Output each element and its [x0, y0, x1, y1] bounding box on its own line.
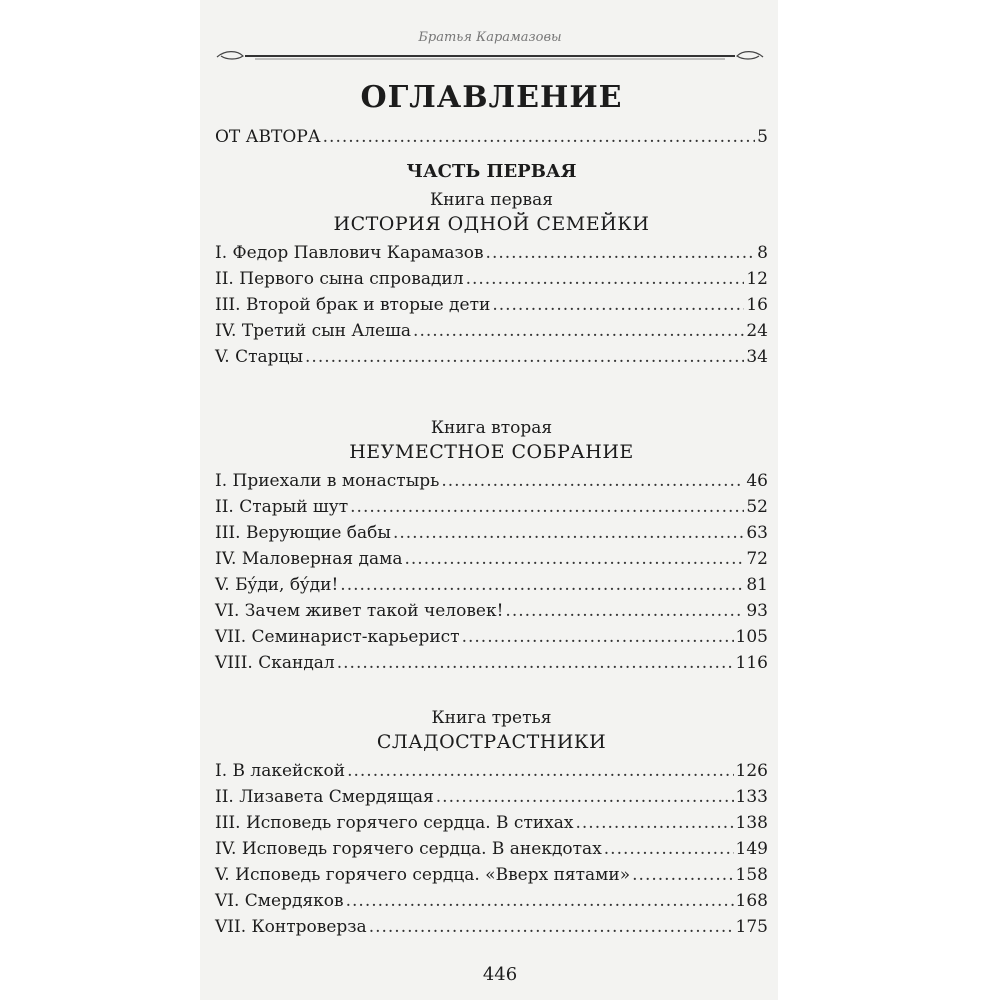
toc-entry-label: VII. Контроверза — [215, 917, 367, 937]
toc-entry-label: V. Бýди, бýди! — [215, 575, 339, 595]
toc-entry[interactable] — [215, 914, 768, 940]
toc-entry-label: VII. Семинарист-карьерист — [215, 627, 460, 647]
toc-entry-label: IV. Третий сын Алеша — [215, 321, 412, 341]
dot-leader — [340, 572, 744, 598]
toc-entry[interactable] — [215, 758, 768, 784]
book-title: НЕУМЕСТНОЕ СОБРАНИЕ — [349, 441, 634, 463]
dot-leader — [576, 810, 734, 836]
part-heading: ЧАСТЬ ПЕРВАЯ — [406, 161, 577, 182]
toc-entry-label: III. Второй брак и вторые дети — [215, 295, 491, 315]
toc-entry-label: IV. Исповедь горячего сердца. В анекдотах — [215, 839, 602, 859]
page-number: 446 — [482, 964, 518, 985]
running-title: Братья Карамазовы — [418, 30, 562, 45]
dot-leader — [604, 836, 734, 862]
book-number: Книга вторая — [430, 418, 553, 438]
toc-entry-label: II. Старый шут — [215, 497, 349, 517]
toc-entry[interactable] — [215, 494, 768, 520]
toc-entry[interactable] — [215, 240, 768, 266]
toc-entry-label: VI. Смердяков — [215, 891, 344, 911]
dot-leader — [393, 520, 744, 546]
toc-entry-page: 16 — [746, 295, 768, 315]
toc-entry[interactable] — [215, 520, 768, 546]
table-of-contents — [215, 78, 768, 940]
dot-leader — [486, 240, 756, 266]
toc-title: ОГЛАВЛЕНИЕ — [360, 80, 623, 115]
toc-entry[interactable] — [215, 862, 768, 888]
toc-entry-page: 133 — [735, 787, 768, 807]
toc-entry-label: II. Лизавета Смердящая — [215, 787, 434, 807]
toc-entry-label: I. В лакейской — [215, 761, 346, 781]
dot-leader — [413, 318, 744, 344]
toc-entry-page: 5 — [757, 127, 768, 147]
toc-entry-page: 8 — [757, 243, 768, 263]
toc-entry-page: 72 — [746, 549, 768, 569]
book-number: Книга третья — [431, 708, 552, 728]
toc-entry[interactable] — [215, 318, 768, 344]
dot-leader — [337, 650, 734, 676]
toc-entry-page: 24 — [746, 321, 768, 341]
toc-entry-page: 149 — [735, 839, 768, 859]
toc-entry-page: 168 — [735, 891, 768, 911]
toc-entry[interactable] — [215, 572, 768, 598]
toc-entry[interactable] — [215, 266, 768, 292]
toc-entry[interactable] — [215, 546, 768, 572]
toc-entry[interactable] — [215, 344, 768, 370]
toc-entry[interactable] — [215, 650, 768, 676]
toc-entry[interactable] — [215, 468, 768, 494]
toc-entry-label: I. Приехали в монастырь — [215, 471, 440, 491]
dot-leader — [305, 344, 744, 370]
toc-entry-label: I. Федор Павлович Карамазов — [215, 243, 484, 263]
book-title: ИСТОРИЯ ОДНОЙ СЕМЕЙКИ — [333, 213, 650, 235]
dot-leader — [466, 266, 745, 292]
toc-entry[interactable] — [215, 836, 768, 862]
dot-leader — [404, 546, 744, 572]
toc-entry-label: III. Исповедь горячего сердца. В стихах — [215, 813, 574, 833]
dot-leader — [505, 598, 744, 624]
dot-leader — [346, 888, 734, 914]
toc-entry-label: VI. Зачем живет такой человек! — [215, 601, 504, 621]
dot-leader — [632, 862, 733, 888]
toc-entry-page: 46 — [746, 471, 768, 491]
dot-leader — [350, 494, 744, 520]
toc-entry-page: 12 — [746, 269, 768, 289]
toc-entry-label: VIII. Скандал — [215, 653, 335, 673]
toc-entry[interactable] — [215, 624, 768, 650]
toc-entry-page: 34 — [746, 347, 768, 367]
book-title: СЛАДОСТРАСТНИКИ — [376, 731, 607, 753]
toc-entry-page: 175 — [735, 917, 768, 937]
toc-entry-page: 126 — [735, 761, 768, 781]
dot-leader — [441, 468, 744, 494]
dot-leader — [369, 914, 734, 940]
toc-entry-page: 93 — [746, 601, 768, 621]
toc-entry[interactable] — [215, 784, 768, 810]
toc-entry[interactable] — [215, 888, 768, 914]
running-header — [215, 30, 765, 62]
toc-entry-page: 116 — [735, 653, 768, 673]
toc-entry-label: IV. Маловерная дама — [215, 549, 403, 569]
ornamental-rule — [215, 48, 765, 62]
dot-leader — [492, 292, 744, 318]
spacer — [215, 676, 768, 702]
dot-leader — [462, 624, 734, 650]
toc-entry-label: V. Старцы — [215, 347, 304, 367]
book-number: Книга первая — [430, 190, 553, 210]
toc-entry-page: 105 — [735, 627, 768, 647]
toc-entry-label: V. Исповедь горячего сердца. «Вверх пятами» — [215, 865, 631, 885]
toc-entry[interactable] — [215, 810, 768, 836]
toc-entry-page: 63 — [746, 523, 768, 543]
toc-entry-label: III. Верующие бабы — [215, 523, 391, 543]
toc-entry-page: 158 — [735, 865, 768, 885]
dot-leader — [347, 758, 733, 784]
toc-entry-page: 81 — [746, 575, 768, 595]
toc-entry-label: ОТ АВТОРА — [215, 127, 321, 147]
dot-leader — [323, 124, 756, 150]
spacer — [215, 370, 768, 412]
dot-leader — [436, 784, 734, 810]
toc-entry-author[interactable] — [215, 124, 768, 150]
toc-entry-page: 138 — [735, 813, 768, 833]
toc-entry-page: 52 — [746, 497, 768, 517]
toc-entry[interactable] — [215, 292, 768, 318]
toc-entry[interactable] — [215, 598, 768, 624]
toc-entry-label: II. Первого сына спровадил — [215, 269, 464, 289]
